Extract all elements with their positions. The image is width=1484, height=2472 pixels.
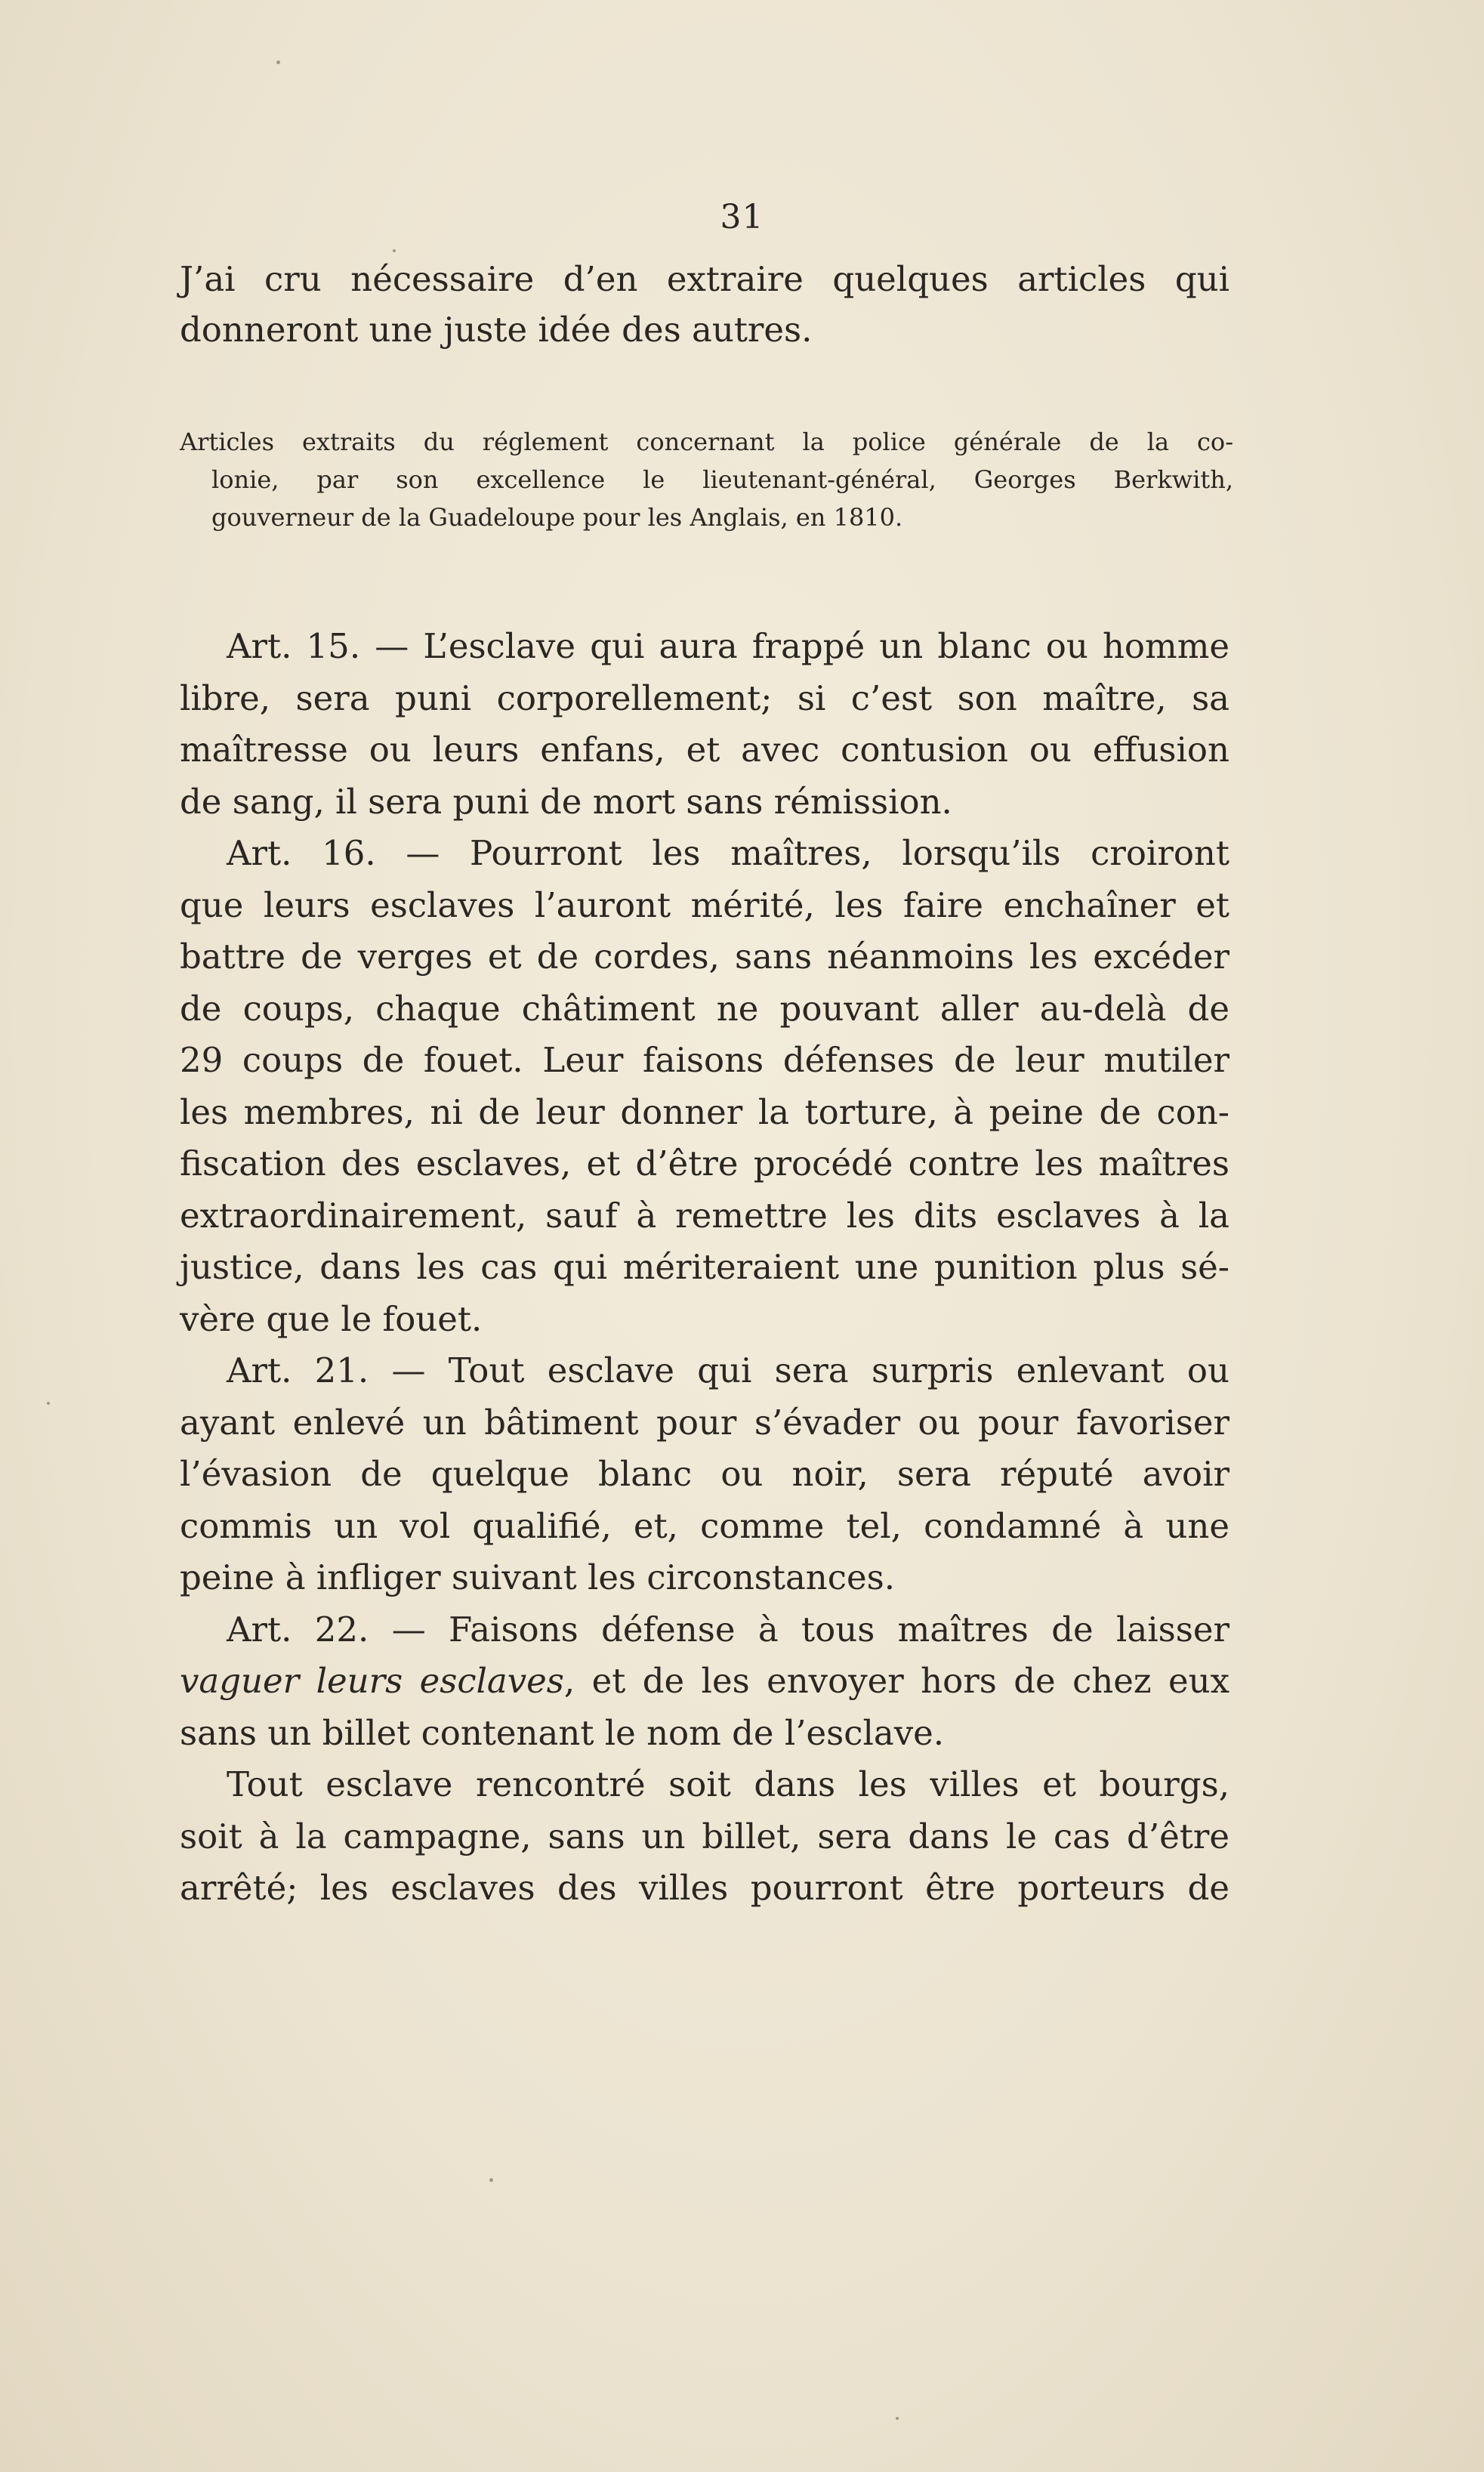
article-15-line: Art. 15. — L’esclave qui aura frappé un blanc ou homme xyxy=(227,626,1229,666)
caption-line: lonie, par son excellence le lieutenant-général, Georges Berkwith, xyxy=(211,465,1233,494)
article-16-line: extraordinairement, sauf à remettre les dits esclaves à la xyxy=(180,1195,1229,1236)
paper-speck xyxy=(276,60,280,64)
caption-line: Articles extraits du réglement concernant la police générale de la co- xyxy=(180,427,1233,456)
article-16-line: battre de verges et de cordes, sans néanmoins les excéder xyxy=(180,937,1229,977)
caption-line: gouverneur de la Guadeloupe pour les Anglais, en 1810. xyxy=(211,503,903,532)
articles-body xyxy=(180,621,1229,1915)
paragraph-line: arrêté; les esclaves des villes pourront être porteurs de xyxy=(180,1868,1229,1908)
article-21-line: peine à infliger suivant les circonstances. xyxy=(180,1557,896,1597)
paper-speck xyxy=(489,2178,493,2182)
article-22-line xyxy=(180,1656,1229,1708)
paragraph-line: Tout esclave rencontré soit dans les villes et bourgs, xyxy=(227,1764,1229,1804)
paper-speck xyxy=(47,1402,50,1405)
article-15-line: maîtresse ou leurs enfans, et avec contusion ou effusion xyxy=(180,730,1229,770)
article-22-line: Art. 22. — Faisons défense à tous maîtres de laisser xyxy=(227,1609,1229,1650)
intro-line: J’ai cru nécessaire d’en extraire quelques articles qui xyxy=(180,259,1229,299)
article-16-line: fiscation des esclaves, et d’être procédé contre les maîtres xyxy=(180,1143,1229,1184)
paper-speck xyxy=(393,249,396,252)
article-16-line: 29 coups de fouet. Leur faisons défenses de leur mutiler xyxy=(180,1040,1229,1080)
article-21-line: Art. 21. — Tout esclave qui sera surpris enlevant ou xyxy=(227,1350,1229,1390)
article-21-line: l’évasion de quelque blanc ou noir, sera réputé avoir xyxy=(180,1454,1229,1494)
article-16-line: de coups, chaque châtiment ne pouvant aller au-delà de xyxy=(180,988,1229,1029)
italic-phrase: vaguer leurs esclaves xyxy=(180,1661,564,1701)
paper-speck xyxy=(896,2417,899,2420)
article-16-line: Art. 16. — Pourront les maîtres, lorsqu’ils croiront xyxy=(227,833,1229,873)
page-number: 31 xyxy=(720,198,764,236)
article-15-line: libre, sera puni corporellement; si c’est son maître, sa xyxy=(180,677,1229,718)
article-16-line: vère que le fouet. xyxy=(180,1298,483,1339)
article-21-line: commis un vol qualifié, et, comme tel, condamné à une xyxy=(180,1505,1229,1546)
paragraph-line: soit à la campagne, sans un billet, sera dans le cas d’être xyxy=(180,1816,1229,1856)
article-15-line: de sang, il sera puni de mort sans rémission. xyxy=(180,781,952,822)
article-22-line-rest: , et de les envoyer hors de chez eux xyxy=(563,1661,1229,1701)
article-16-line: les membres, ni de leur donner la torture, à peine de con- xyxy=(180,1091,1229,1132)
intro-line: donneront une juste idée des autres. xyxy=(180,310,813,350)
article-16-line: que leurs esclaves l’auront mérité, les faire enchaîner et xyxy=(180,884,1229,925)
article-22-line: sans un billet contenant le nom de l’esclave. xyxy=(180,1712,945,1753)
intro-paragraph xyxy=(180,254,1229,355)
articles-caption xyxy=(180,423,1233,536)
article-16-line: justice, dans les cas qui mériteraient une punition plus sé- xyxy=(180,1247,1229,1287)
article-21-line: ayant enlevé un bâtiment pour s’évader ou pour favoriser xyxy=(180,1402,1229,1443)
